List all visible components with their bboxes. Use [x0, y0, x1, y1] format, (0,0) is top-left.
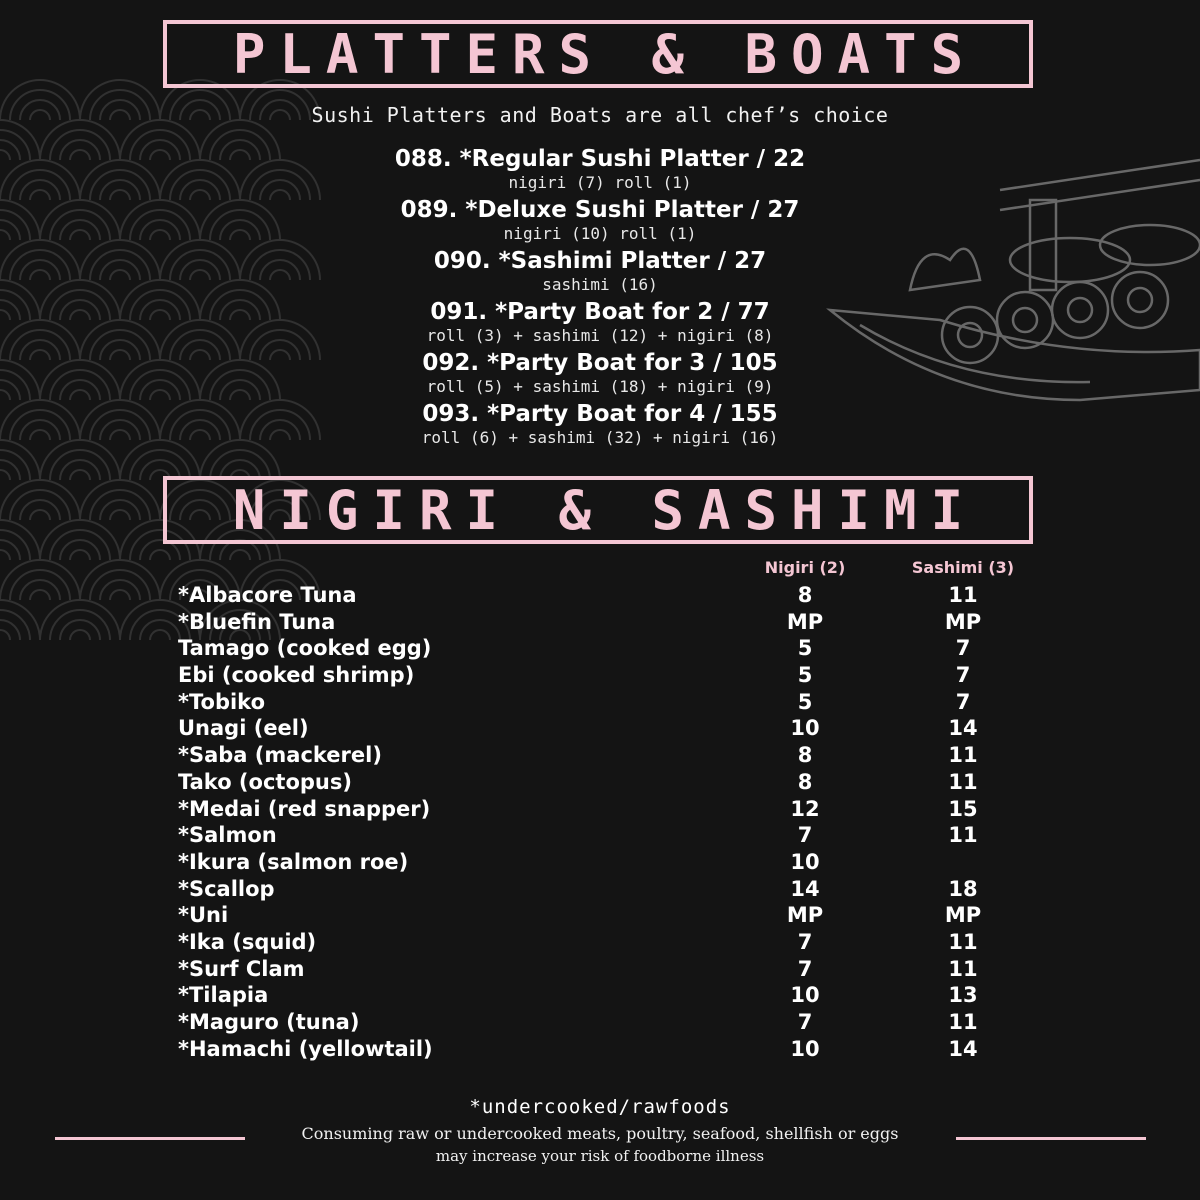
- platter-name: 089. *Deluxe Sushi Platter / 27: [400, 197, 800, 223]
- item-name: Unagi (eel): [178, 716, 309, 741]
- sashimi-price: 18: [948, 876, 978, 901]
- nigiri-price: 10: [790, 1036, 820, 1061]
- nigiri-price: MP: [786, 903, 824, 928]
- nigiri-title-box: [163, 476, 1033, 544]
- health-warning-line-2: may increase your risk of foodborne illness: [435, 1147, 765, 1165]
- item-name: *Bluefin Tuna: [178, 609, 336, 634]
- nigiri-price: 7: [797, 956, 813, 981]
- nigiri-price: 7: [797, 929, 813, 954]
- sashimi-price: 11: [948, 956, 978, 981]
- platter-desc: roll (3) + sashimi (12) + nigiri (8): [426, 326, 774, 345]
- table-row: [0, 822, 1200, 849]
- table-row: [0, 609, 1200, 636]
- item-name: *Medai (red snapper): [178, 796, 431, 821]
- item-name: *Saba (mackerel): [178, 743, 382, 768]
- table-row: [0, 902, 1200, 929]
- item-name: Ebi (cooked shrimp): [178, 663, 415, 688]
- item-name: *Tobiko: [178, 689, 266, 714]
- platter-name: 092. *Party Boat for 3 / 105: [422, 350, 778, 376]
- platter-desc: nigiri (10) roll (1): [503, 224, 697, 243]
- sashimi-price: MP: [944, 903, 982, 928]
- nigiri-price: 10: [790, 849, 820, 874]
- nigiri-price: 8: [797, 743, 813, 768]
- nigiri-price: 8: [797, 769, 813, 794]
- item-name: Tako (octopus): [178, 769, 352, 794]
- platter-name: 090. *Sashimi Platter / 27: [433, 248, 767, 274]
- sashimi-price: 11: [948, 583, 978, 607]
- table-row: [0, 876, 1200, 903]
- nigiri-title: NIGIRI & SASHIMI: [232, 478, 978, 542]
- platter-item: [0, 297, 1200, 345]
- item-name: *Salmon: [178, 823, 277, 848]
- table-row: [0, 715, 1200, 742]
- platter-name: 088. *Regular Sushi Platter / 22: [394, 146, 806, 172]
- nigiri-price-table: [0, 582, 1200, 1062]
- table-row: [0, 929, 1200, 956]
- platters-title: PLATTERS & BOATS: [232, 22, 978, 86]
- table-row: [0, 849, 1200, 876]
- sashimi-price: MP: [944, 609, 982, 634]
- platter-item: [0, 399, 1200, 447]
- platters-subtitle: Sushi Platters and Boats are all chef’s choice: [311, 103, 889, 127]
- item-name: *Maguro (tuna): [178, 1010, 360, 1034]
- table-row: [0, 662, 1200, 689]
- item-name: *Scallop: [178, 876, 275, 901]
- platter-desc: sashimi (16): [542, 275, 658, 294]
- nigiri-price: 7: [797, 823, 813, 848]
- sashimi-price: 11: [948, 769, 978, 794]
- nigiri-price: 7: [797, 1010, 813, 1034]
- sashimi-price: 7: [955, 689, 971, 714]
- table-row: [0, 956, 1200, 983]
- nigiri-price: 12: [790, 796, 820, 821]
- health-warning-line-1: Consuming raw or undercooked meats, poultry, seafood, shellfish or eggs: [301, 1124, 899, 1143]
- platter-list: [0, 144, 1200, 450]
- sashimi-price: 11: [948, 1010, 978, 1034]
- table-row: [0, 635, 1200, 662]
- table-row: [0, 1009, 1200, 1036]
- sashimi-price: 7: [955, 636, 971, 661]
- platter-item: [0, 144, 1200, 192]
- table-row: [0, 769, 1200, 796]
- table-row: [0, 742, 1200, 769]
- platter-desc: roll (6) + sashimi (32) + nigiri (16): [421, 428, 779, 447]
- table-row: [0, 689, 1200, 716]
- nigiri-column-header: Nigiri (2): [764, 558, 846, 577]
- platter-name: 093. *Party Boat for 4 / 155: [422, 401, 778, 427]
- sashimi-price: 11: [948, 929, 978, 954]
- sashimi-price: 14: [948, 716, 978, 741]
- table-row: [0, 982, 1200, 1009]
- nigiri-price: 5: [797, 689, 813, 714]
- platter-item: [0, 246, 1200, 294]
- sashimi-price: 14: [948, 1036, 978, 1061]
- item-name: *Tilapia: [178, 983, 269, 1008]
- table-row: [0, 582, 1200, 609]
- nigiri-price: 5: [797, 663, 813, 688]
- nigiri-price: 8: [797, 583, 813, 607]
- sashimi-price: 7: [955, 663, 971, 688]
- sashimi-price: 11: [948, 743, 978, 768]
- nigiri-price: 14: [790, 876, 820, 901]
- platter-item: [0, 195, 1200, 243]
- item-name: Tamago (cooked egg): [178, 636, 432, 661]
- raw-food-note: *undercooked/rawfoods: [469, 1096, 731, 1118]
- platter-desc: roll (5) + sashimi (18) + nigiri (9): [426, 377, 774, 396]
- sashimi-price: 11: [948, 823, 978, 848]
- platter-name: 091. *Party Boat for 2 / 77: [430, 299, 770, 325]
- item-name: *Surf Clam: [178, 956, 305, 981]
- table-row: [0, 1036, 1200, 1063]
- item-name: *Uni: [178, 903, 229, 928]
- platter-item: [0, 348, 1200, 396]
- nigiri-price: MP: [786, 609, 824, 634]
- nigiri-price: 10: [790, 983, 820, 1008]
- platters-title-box: [163, 20, 1033, 88]
- nigiri-price: 5: [797, 636, 813, 661]
- sashimi-price: 15: [948, 796, 978, 821]
- item-name: *Ika (squid): [178, 929, 317, 954]
- item-name: *Hamachi (yellowtail): [178, 1036, 433, 1061]
- item-name: *Albacore Tuna: [178, 583, 357, 607]
- sashimi-column-header: Sashimi (3): [911, 558, 1015, 577]
- platter-desc: nigiri (7) roll (1): [508, 173, 692, 192]
- sashimi-price: 13: [948, 983, 978, 1008]
- nigiri-price: 10: [790, 716, 820, 741]
- item-name: *Ikura (salmon roe): [178, 849, 409, 874]
- table-row: [0, 796, 1200, 823]
